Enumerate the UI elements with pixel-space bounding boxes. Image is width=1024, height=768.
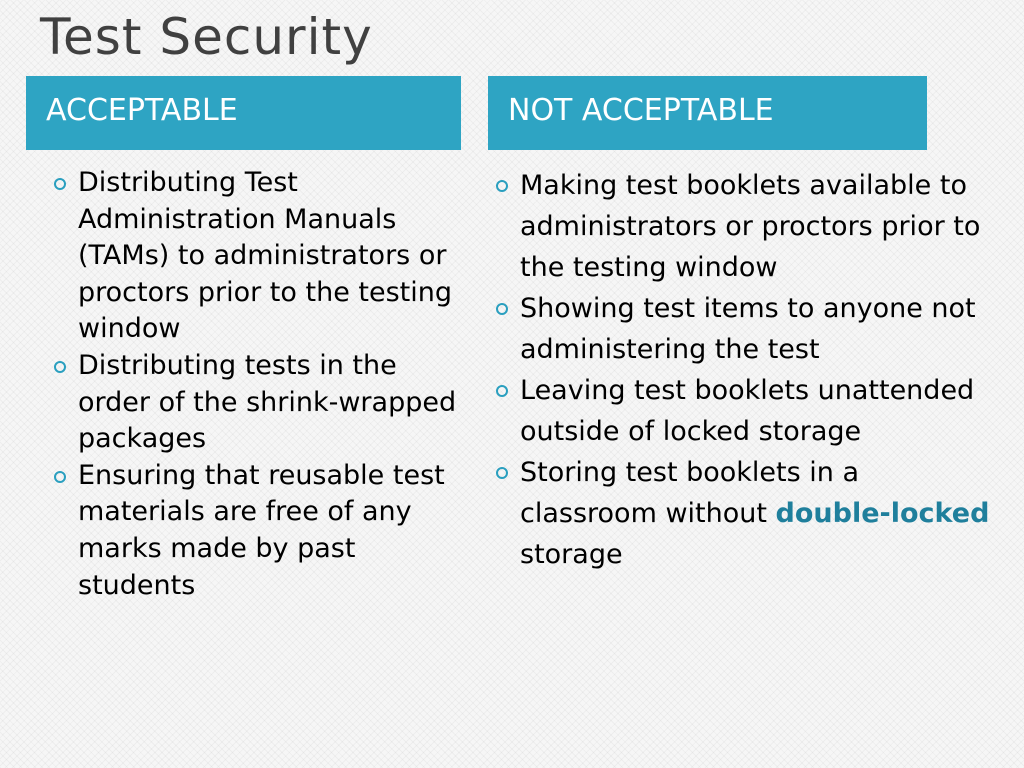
- list-item: [492, 452, 992, 575]
- acceptable-list: [50, 165, 460, 604]
- list-item-text-after: storage: [520, 539, 623, 570]
- acceptable-header: ACCEPTABLE: [26, 76, 461, 150]
- hollow-circle-bullet-icon: [54, 471, 66, 483]
- list-item: [50, 165, 460, 348]
- list-item-text: Distributing Test Administration Manuals (TAMs) to administrators or proctors prior to the testing window: [78, 167, 452, 345]
- hollow-circle-bullet-icon: [496, 385, 508, 397]
- hollow-circle-bullet-icon: [496, 303, 508, 315]
- list-item: [50, 348, 460, 458]
- hollow-circle-bullet-icon: [54, 361, 66, 373]
- list-item-text: Leaving test booklets unattended outside of locked storage: [520, 375, 975, 447]
- list-item-text-before: Storing test booklets in a classroom without: [520, 457, 860, 529]
- slide-title: Test Security: [40, 8, 373, 66]
- list-item-text: Ensuring that reusable test materials are free of any marks made by past students: [78, 459, 445, 601]
- list-item: [492, 165, 992, 288]
- list-item-text: Making test booklets available to administrators or proctors prior to the testing window: [520, 170, 981, 283]
- hollow-circle-bullet-icon: [54, 178, 66, 190]
- not-acceptable-header: NOT ACCEPTABLE: [488, 76, 927, 150]
- list-item-text: Distributing tests in the order of the shrink-wrapped packages: [78, 349, 457, 455]
- hollow-circle-bullet-icon: [496, 180, 508, 192]
- not-acceptable-list: [492, 165, 992, 575]
- list-item: [50, 458, 460, 604]
- list-item: [492, 370, 992, 452]
- hollow-circle-bullet-icon: [496, 467, 508, 479]
- list-item-text: Showing test items to anyone not administering the test: [520, 293, 976, 365]
- list-item: [492, 288, 992, 370]
- emphasis-text: double-locked: [775, 498, 990, 529]
